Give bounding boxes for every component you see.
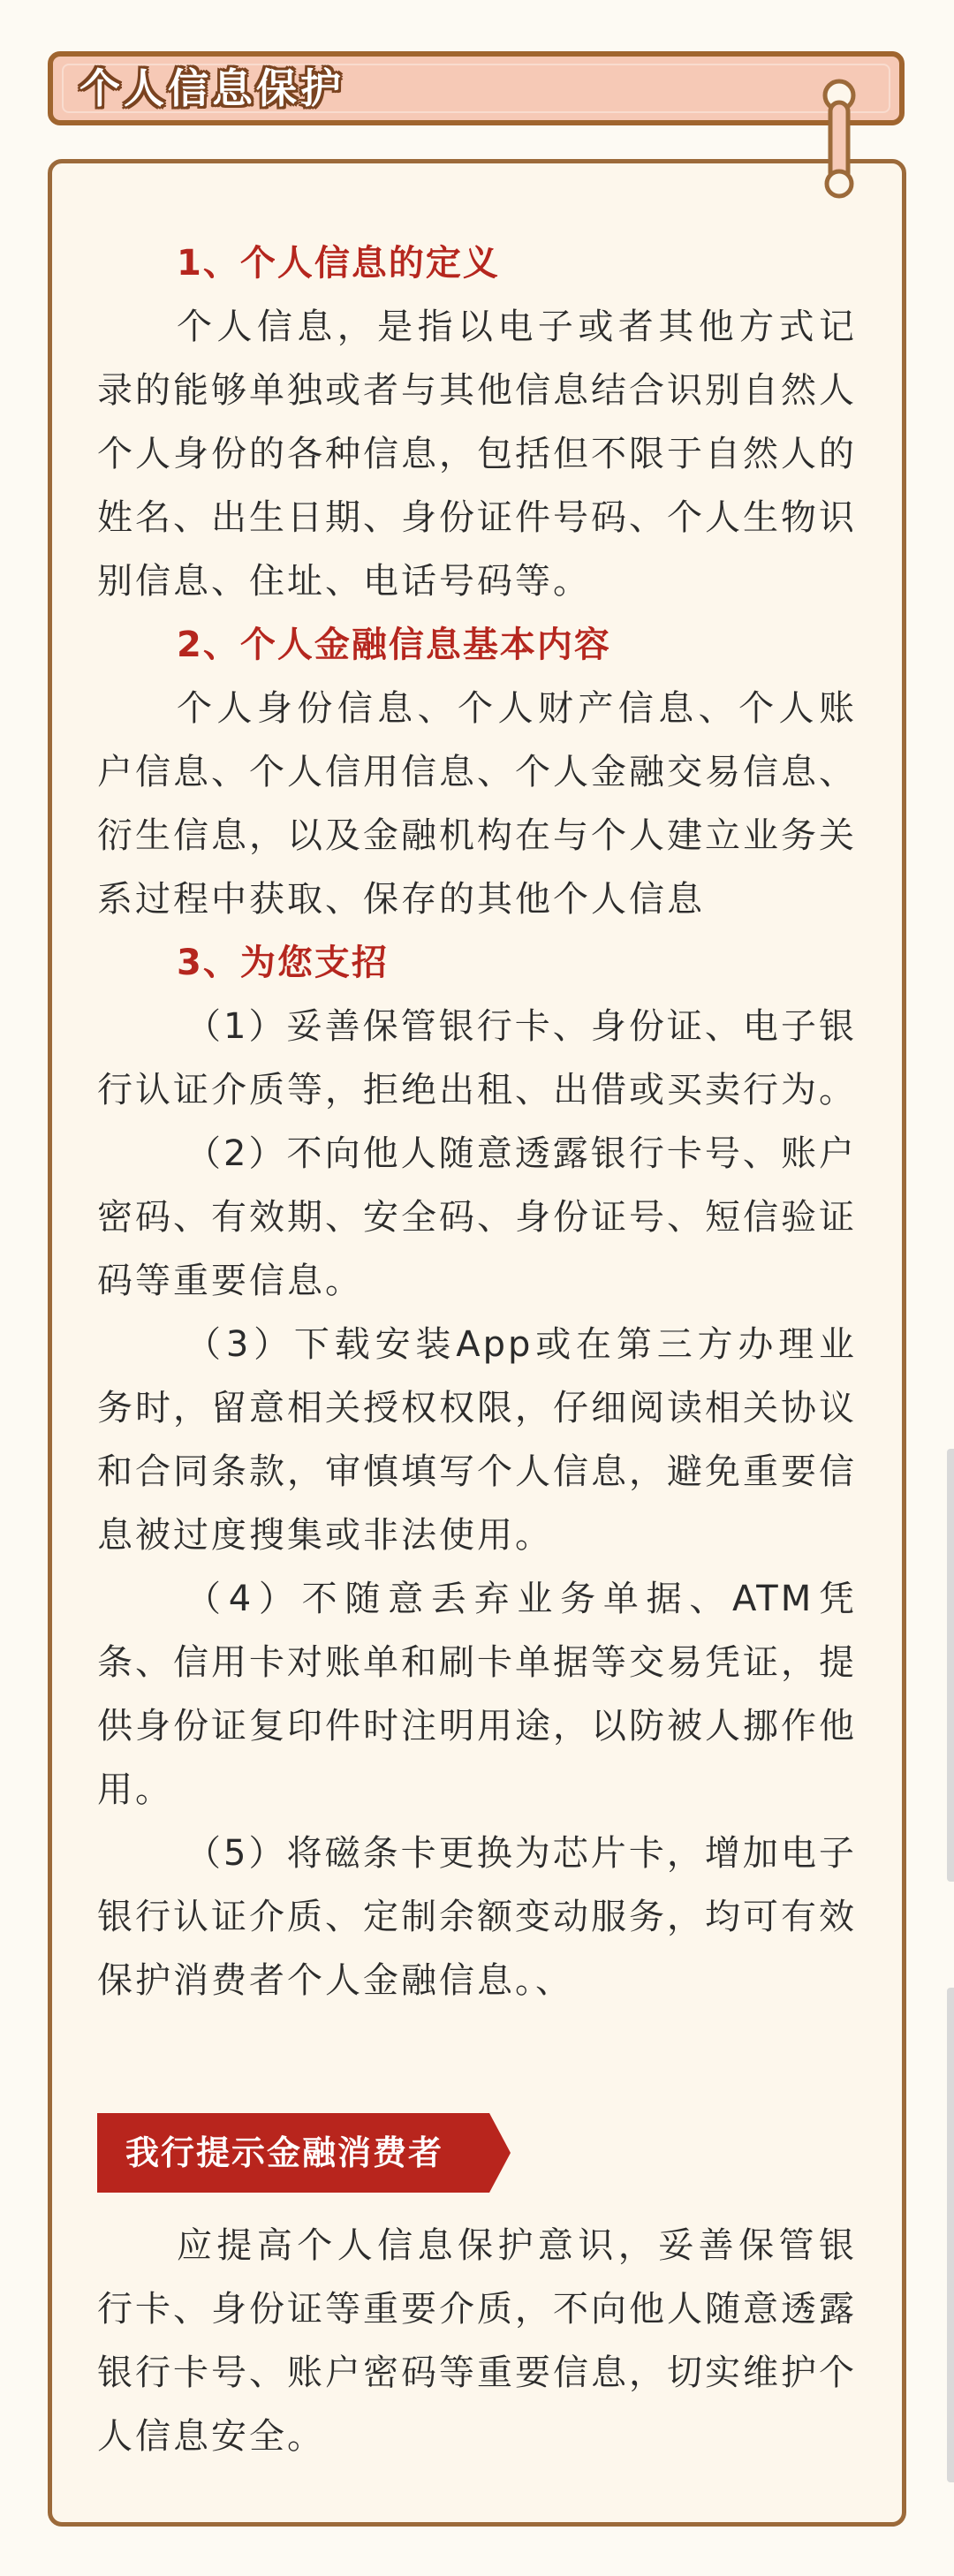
- section-heading-tips: 3、为您支招: [177, 943, 389, 983]
- tip-item: （4）不随意丢弃业务单据、ATM凭条、信用卡对账单和刷卡单据等交易凭证，提供身份证复印件时注明用途，以防被人挪作他用。: [97, 1579, 857, 1810]
- scroll-indicator: [947, 1988, 954, 2482]
- tip-item: （2）不向他人随意透露银行卡号、账户密码、有效期、安全码、身份证号、短信验证码等重要信息。: [97, 1133, 857, 1301]
- paragraph-reminder: 应提高个人信息保护意识，妥善保管银行卡、身份证等重要介质，不向他人随意透露银行卡号、账户密码等重要信息，切实维护个人信息安全。: [97, 2225, 857, 2457]
- section-heading-definition: 1、个人信息的定义: [177, 243, 500, 284]
- paragraph-financial: 个人身份信息、个人财产信息、个人账户信息、个人信用信息、个人金融交易信息、衍生信息，以及金融机构在与个人建立业务关系过程中获取、保存的其他个人信息: [97, 688, 857, 920]
- reminder-text-block: [97, 2214, 857, 2468]
- badge-arrow-icon: [489, 2113, 511, 2193]
- page-title: 个人信息保护: [80, 64, 344, 112]
- section-heading-financial: 2、个人金融信息基本内容: [177, 625, 611, 665]
- paper-clip-icon: [820, 76, 859, 200]
- title-banner: [48, 51, 905, 125]
- paragraph-definition: 个人信息，是指以电子或者其他方式记录的能够单独或者与其他信息结合识别自然人个人身份的各种信息，包括但不限于自然人的姓名、出生日期、身份证件号码、个人生物识别信息、住址、电话号码等。: [97, 307, 857, 602]
- scroll-indicator: [947, 1449, 954, 1882]
- tip-item: （1）妥善保管银行卡、身份证、电子银行认证介质等，拒绝出租、出借或买卖行为。: [97, 1006, 857, 1110]
- tip-item: （3）下载安装App或在第三方办理业务时，留意相关授权权限，仔细阅读相关协议和合同条款，审慎填写个人信息，避免重要信息被过度搜集或非法使用。: [97, 1324, 857, 1556]
- tip-item: （5）将磁条卡更换为芯片卡，增加电子银行认证介质、定制余额变动服务，均可有效保护消费者个人金融信息。、: [97, 1833, 857, 2001]
- reminder-badge-label: 我行提示金融消费者: [125, 2133, 444, 2172]
- article-body: [97, 231, 857, 2012]
